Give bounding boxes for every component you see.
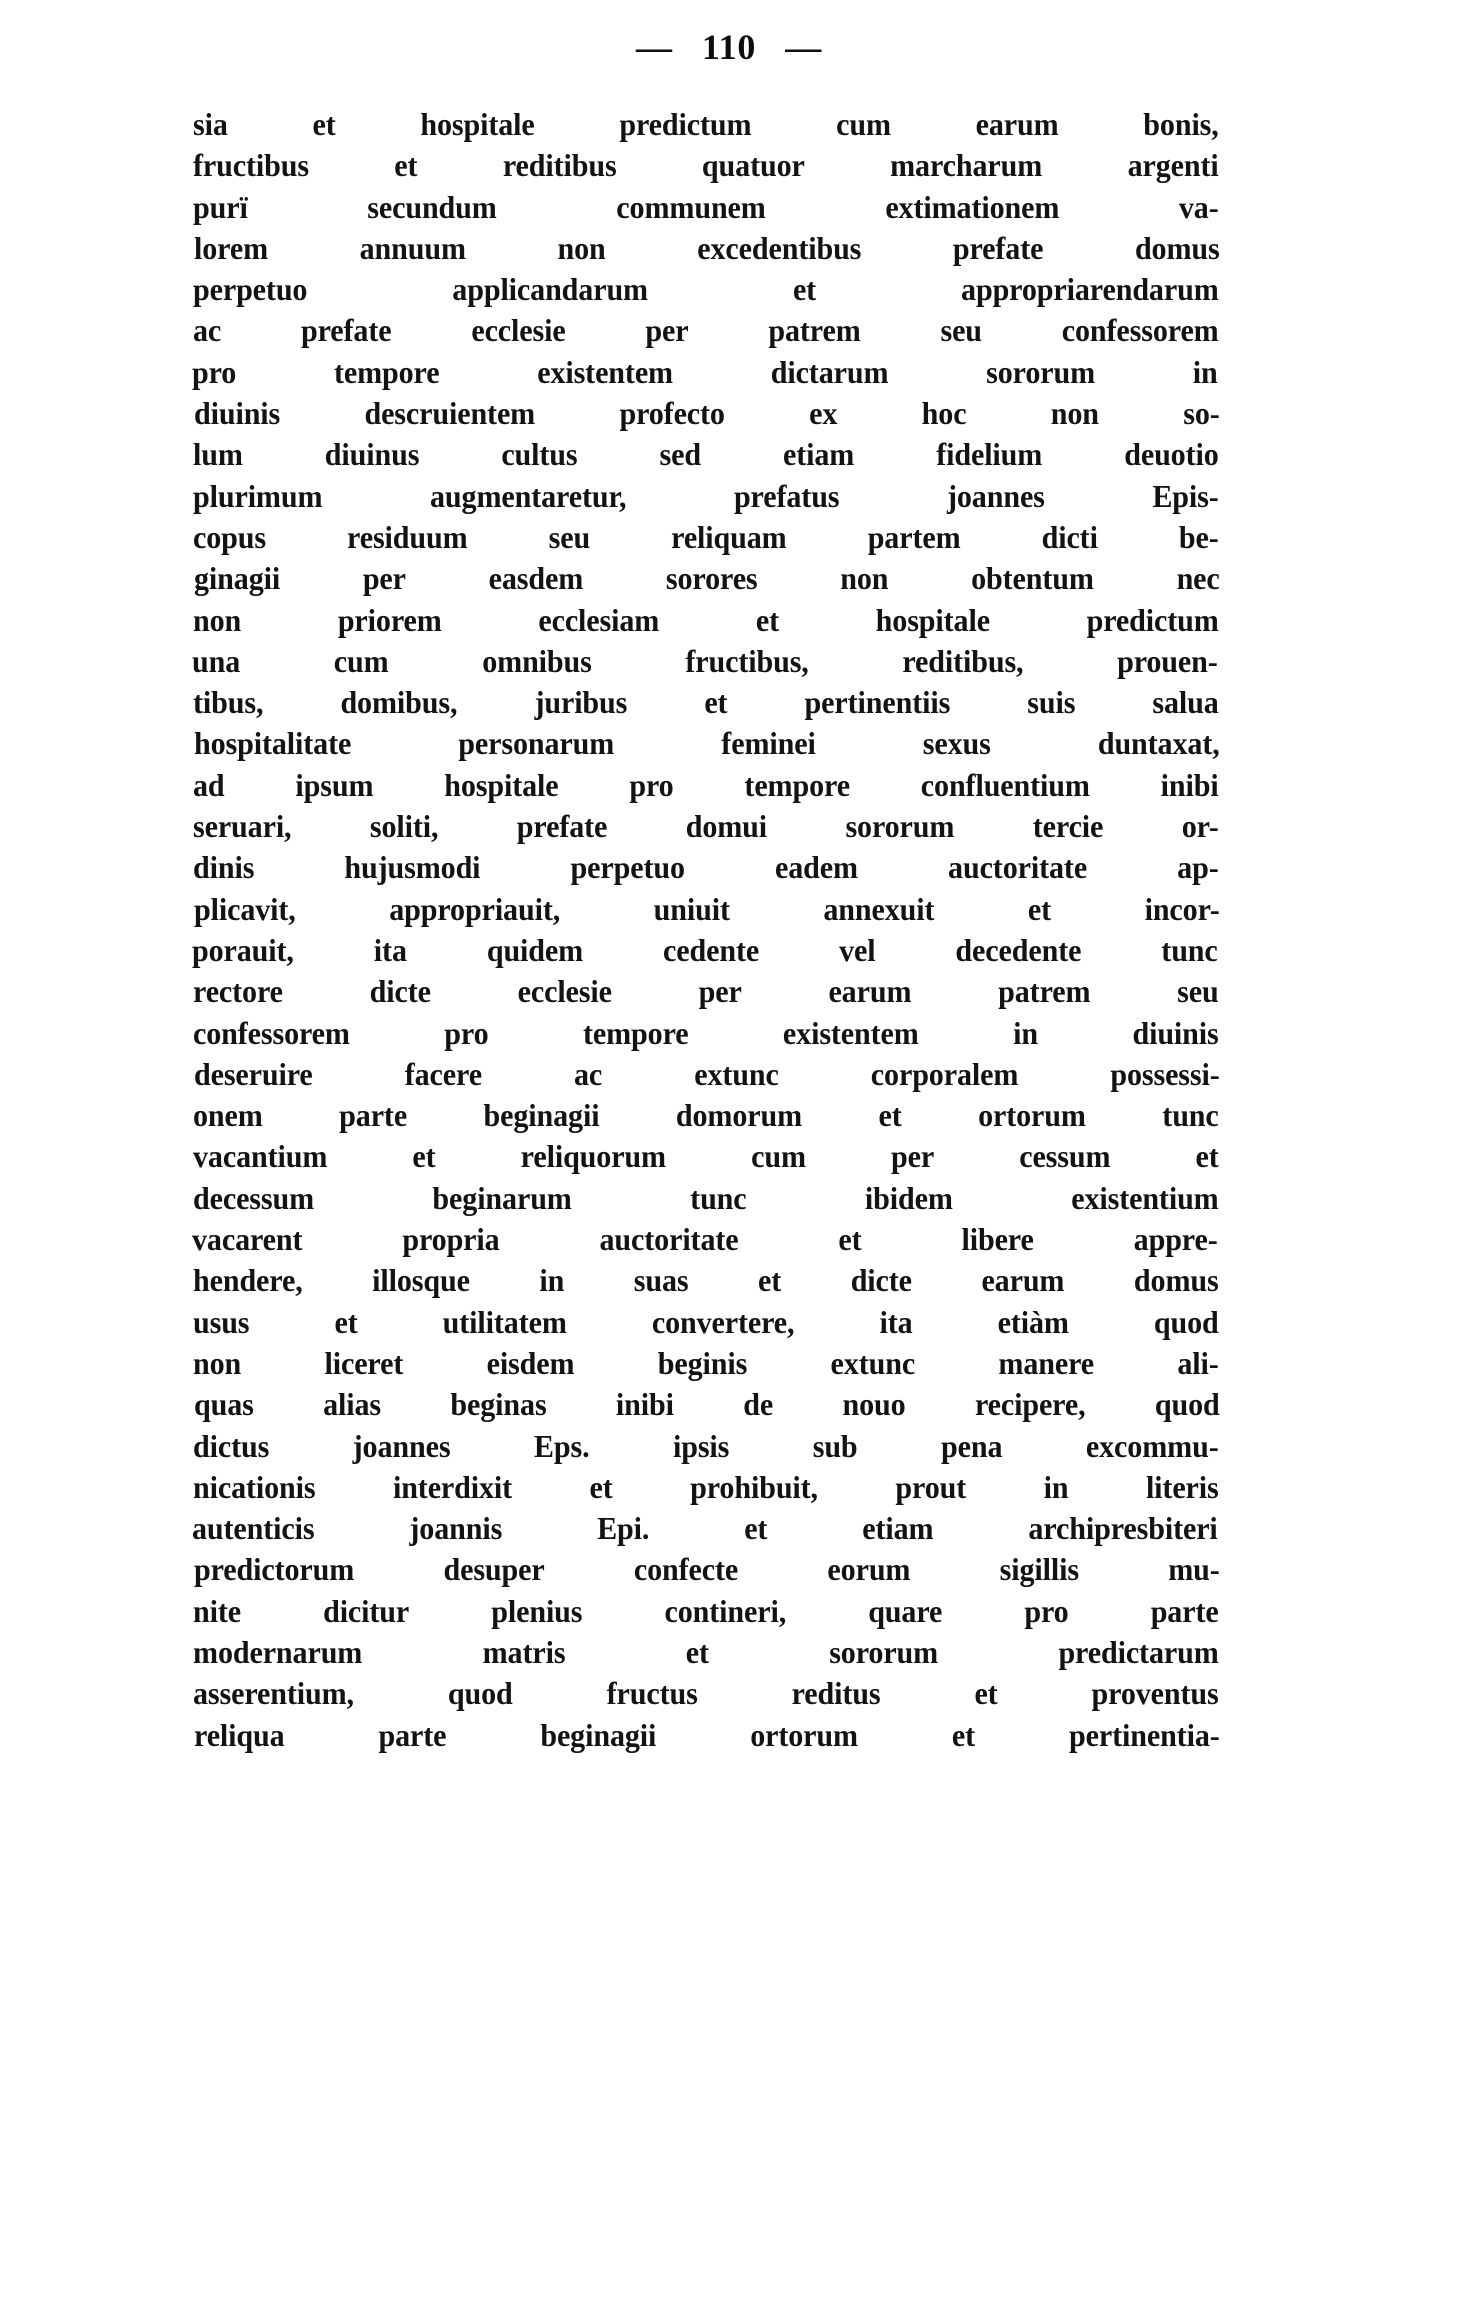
text-word: sororum — [986, 354, 1096, 390]
text-word: pro — [444, 1015, 489, 1051]
text-line — [193, 1343, 1219, 1384]
text-word: cum — [751, 1139, 806, 1175]
text-word: quod — [1154, 1387, 1220, 1423]
text-line — [194, 723, 1220, 764]
text-word: duntaxat, — [1097, 726, 1220, 762]
text-line — [193, 1591, 1219, 1632]
text-word: asserentium, — [193, 1676, 354, 1712]
text-word: tempore — [333, 354, 440, 390]
text-line — [193, 847, 1219, 888]
text-word: communem — [616, 189, 766, 225]
text-word: marcharum — [890, 148, 1043, 184]
text-word: usus — [193, 1304, 250, 1340]
text-word: hospitalitate — [194, 726, 352, 762]
text-word: appropriauit, — [389, 891, 561, 927]
text-word: non — [557, 230, 606, 266]
text-word: ortorum — [978, 1098, 1086, 1134]
body-text-block — [193, 104, 1267, 1756]
text-word: suas — [633, 1263, 689, 1299]
text-word: diuinis — [1132, 1015, 1219, 1051]
text-word: lum — [193, 437, 243, 473]
text-line — [193, 1426, 1219, 1467]
text-line — [193, 765, 1219, 806]
text-word: Eps. — [533, 1428, 590, 1464]
text-line — [193, 806, 1219, 847]
text-word: tunc — [690, 1180, 747, 1216]
text-word: ita — [879, 1304, 913, 1340]
text-word: ecclesiam — [538, 602, 660, 638]
text-word: cessum — [1019, 1139, 1111, 1175]
text-word: per — [645, 313, 689, 349]
text-word: illosque — [372, 1263, 470, 1299]
text-word: predictorum — [194, 1552, 355, 1588]
text-word: prefate — [301, 313, 392, 349]
text-line — [192, 641, 1218, 682]
text-word: parte — [339, 1098, 408, 1134]
text-word: easdem — [488, 561, 584, 597]
text-word: cum — [333, 643, 389, 679]
text-word: mu- — [1168, 1552, 1220, 1588]
text-word: fidelium — [936, 437, 1043, 473]
text-word: et — [758, 1263, 782, 1299]
text-line — [194, 1715, 1220, 1756]
text-word: recipere, — [974, 1387, 1086, 1423]
text-word: hospitale — [875, 602, 990, 638]
text-word: vel — [839, 932, 876, 968]
text-word: onem — [193, 1098, 263, 1134]
text-word: residuum — [347, 519, 468, 555]
text-line — [194, 1054, 1220, 1095]
text-word: purï — [193, 189, 248, 225]
text-word: dicte — [850, 1263, 912, 1299]
text-word: tempore — [582, 1015, 689, 1051]
text-word: prohibuit, — [690, 1469, 818, 1505]
text-word: et — [334, 1304, 358, 1340]
text-word: ecclesie — [471, 313, 566, 349]
text-word: vacarent — [192, 1222, 303, 1258]
text-word: tibus, — [193, 685, 264, 721]
text-line — [193, 1013, 1219, 1054]
text-word: et — [792, 272, 817, 308]
text-word: sed — [659, 437, 701, 473]
text-line — [193, 269, 1219, 310]
text-line — [193, 600, 1219, 641]
text-word: reditibus — [502, 148, 617, 184]
text-line — [193, 1467, 1219, 1508]
text-word: decedente — [955, 932, 1082, 968]
text-word: ipsum — [295, 767, 374, 803]
text-word: parte — [378, 1717, 447, 1753]
text-word: sub — [812, 1428, 858, 1464]
text-word: et — [412, 1139, 436, 1175]
text-word: annuum — [359, 230, 466, 266]
text-word: joannes — [352, 1428, 451, 1464]
text-word: beginarum — [432, 1180, 572, 1216]
text-word: ibidem — [864, 1180, 953, 1216]
text-word: extimationem — [885, 189, 1060, 225]
text-word: prefatus — [733, 478, 840, 514]
text-word: beginas — [450, 1387, 547, 1423]
text-word: domibus, — [340, 685, 458, 721]
text-word: per — [362, 561, 406, 597]
text-line — [193, 1178, 1219, 1219]
text-word: diuinus — [324, 437, 420, 473]
text-word: deuotio — [1124, 437, 1219, 473]
text-word: personarum — [458, 726, 615, 762]
text-word: augmentaretur, — [430, 478, 627, 514]
text-word: va- — [1178, 189, 1219, 225]
page-header — [0, 26, 1458, 68]
text-word: confessorem — [193, 1015, 350, 1051]
text-word: cedente — [663, 932, 760, 968]
text-word: sororum — [845, 809, 955, 845]
text-word: domui — [685, 809, 768, 845]
text-word: autenticis — [192, 1511, 315, 1547]
text-word: quas — [194, 1387, 254, 1423]
text-word: et — [312, 107, 336, 142]
text-word: ali- — [1177, 1345, 1219, 1381]
text-line — [194, 228, 1220, 269]
text-word: hoc — [921, 396, 967, 432]
text-word: modernarum — [193, 1634, 363, 1670]
text-line — [193, 187, 1219, 228]
text-word: de — [743, 1387, 774, 1423]
text-word: joannis — [409, 1511, 503, 1547]
text-word: bonis, — [1143, 107, 1219, 142]
text-line — [194, 558, 1220, 599]
text-word: utilitatem — [442, 1304, 567, 1340]
text-word: contineri, — [664, 1593, 787, 1629]
text-word: et — [394, 148, 418, 184]
text-word: hujusmodi — [344, 850, 481, 886]
text-word: diuinis — [194, 396, 281, 432]
text-word: lorem — [194, 230, 269, 266]
text-word: archipresbiteri — [1028, 1511, 1218, 1547]
text-word: descruientem — [364, 396, 536, 432]
text-word: etiàm — [997, 1304, 1069, 1340]
text-word: soliti, — [369, 809, 439, 845]
text-word: earum — [975, 107, 1059, 142]
text-word: plurimum — [193, 478, 323, 514]
text-word: or- — [1181, 809, 1219, 845]
text-word: literis — [1145, 1469, 1219, 1505]
text-word: matris — [482, 1634, 566, 1670]
text-line — [192, 1219, 1218, 1260]
text-line — [192, 930, 1218, 971]
text-word: sigillis — [999, 1552, 1079, 1588]
text-line — [193, 1136, 1219, 1177]
text-word: quare — [868, 1593, 943, 1629]
text-word: facere — [404, 1056, 482, 1092]
text-word: ac — [193, 313, 222, 349]
text-word: non — [193, 602, 242, 638]
text-word: juribus — [534, 685, 628, 721]
text-word: patrem — [768, 313, 861, 349]
text-word: copus — [193, 519, 266, 555]
text-word: incor- — [1144, 891, 1220, 927]
text-word: fructus — [606, 1676, 698, 1712]
text-word: quod — [447, 1676, 513, 1712]
text-word: confluentium — [920, 767, 1090, 803]
text-word: et — [744, 1511, 768, 1547]
text-word: domus — [1134, 230, 1220, 266]
text-word: nouo — [842, 1387, 906, 1423]
text-word: patrem — [998, 974, 1091, 1010]
text-word: beginagii — [540, 1717, 657, 1753]
text-word: vacantium — [193, 1139, 328, 1175]
text-word: secundum — [367, 189, 497, 225]
text-word: auctoritate — [948, 850, 1088, 886]
text-word: deseruire — [194, 1056, 313, 1092]
text-word: ex — [809, 396, 838, 432]
text-word: ap- — [1177, 850, 1219, 886]
text-word: pertinentiis — [804, 685, 951, 721]
text-word: pro — [1024, 1593, 1069, 1629]
text-word: reditibus, — [902, 643, 1024, 679]
text-word: in — [539, 1263, 565, 1299]
text-word: hospitale — [444, 767, 559, 803]
text-line — [192, 352, 1218, 393]
text-word: eorum — [827, 1552, 911, 1588]
text-word: seu — [940, 313, 982, 349]
text-word: tunc — [1162, 1098, 1219, 1134]
text-word: alias — [323, 1387, 382, 1423]
text-word: existentium — [1071, 1180, 1219, 1216]
text-line — [193, 104, 1219, 145]
text-word: uniuit — [653, 891, 730, 927]
text-word: confessorem — [1061, 313, 1219, 349]
text-line — [193, 1095, 1219, 1136]
text-word: auctoritate — [599, 1222, 739, 1258]
text-word: beginis — [657, 1345, 748, 1381]
text-word: quatuor — [701, 148, 805, 184]
text-word: liceret — [324, 1345, 404, 1381]
text-word: tercie — [1032, 809, 1104, 845]
text-word: pro — [629, 767, 674, 803]
text-word: et — [838, 1222, 862, 1258]
text-word: seu — [548, 519, 591, 555]
text-word: inibi — [615, 1387, 674, 1423]
text-word: convertere, — [651, 1304, 795, 1340]
text-word: nec — [1176, 561, 1220, 597]
text-word: eisdem — [486, 1345, 575, 1381]
text-word: pro — [192, 354, 237, 390]
text-line — [193, 1632, 1219, 1673]
text-word: prout — [895, 1469, 967, 1505]
text-word: extunc — [694, 1056, 779, 1092]
text-word: predictum — [1086, 602, 1219, 638]
text-word: earum — [981, 1263, 1065, 1299]
text-word: appre- — [1133, 1222, 1218, 1258]
text-word: dictarum — [770, 354, 889, 390]
text-word: ac — [574, 1056, 603, 1092]
text-word: una — [192, 643, 241, 679]
text-word: et — [589, 1469, 613, 1505]
text-word: etiam — [782, 437, 855, 473]
text-word: obtentum — [971, 561, 1094, 597]
text-word: ecclesie — [517, 974, 612, 1010]
text-word: dicti — [1041, 519, 1098, 555]
text-word: sia — [193, 107, 228, 142]
text-word: beginagii — [483, 1098, 600, 1134]
text-word: ita — [373, 932, 407, 968]
text-word: existentem — [782, 1015, 919, 1051]
text-word: argenti — [1127, 148, 1219, 184]
text-line — [194, 393, 1220, 434]
text-word: tunc — [1161, 932, 1218, 968]
text-word: excommu- — [1085, 1428, 1219, 1464]
text-word: in — [1043, 1469, 1069, 1505]
text-line — [194, 1384, 1220, 1425]
text-word: rectore — [193, 974, 283, 1010]
text-word: cum — [836, 107, 891, 142]
text-word: porauit, — [192, 932, 294, 968]
text-word: desuper — [443, 1552, 545, 1588]
text-word: decessum — [193, 1180, 315, 1216]
text-word: ortorum — [750, 1717, 858, 1753]
text-word: dinis — [193, 850, 255, 886]
text-word: parte — [1150, 1593, 1219, 1629]
text-word: predictum — [619, 107, 752, 142]
text-word: etiam — [862, 1511, 934, 1547]
text-word: priorem — [337, 602, 442, 638]
text-word: et — [878, 1098, 902, 1134]
text-word: profecto — [619, 396, 725, 432]
text-word: et — [1027, 891, 1052, 927]
text-line — [193, 476, 1219, 517]
text-word: earum — [828, 974, 912, 1010]
text-word: feminei — [721, 726, 816, 762]
text-word: proventus — [1091, 1676, 1219, 1712]
text-word: sorores — [665, 561, 758, 597]
text-word: libere — [961, 1222, 1034, 1258]
text-word: tempore — [744, 767, 850, 803]
text-word: seu — [1177, 974, 1219, 1010]
text-word: inibi — [1160, 767, 1219, 803]
text-word: quidem — [486, 932, 584, 968]
text-word: et — [704, 685, 728, 721]
text-line — [194, 889, 1220, 930]
text-line — [193, 1673, 1219, 1714]
text-word: suis — [1027, 685, 1076, 721]
text-word: nite — [193, 1593, 241, 1629]
text-line — [193, 1302, 1219, 1343]
text-word: non — [193, 1345, 242, 1381]
text-word: excedentibus — [697, 230, 862, 266]
text-line — [193, 971, 1219, 1012]
text-word: dicitur — [323, 1593, 410, 1629]
text-word: non — [1050, 396, 1099, 432]
text-line — [193, 145, 1219, 186]
text-word: non — [840, 561, 889, 597]
text-word: salua — [1152, 685, 1219, 721]
text-word: et — [951, 1717, 976, 1753]
text-line — [194, 1549, 1220, 1590]
text-word: so- — [1183, 396, 1220, 432]
text-word: confecte — [633, 1552, 739, 1588]
text-word: be- — [1178, 519, 1219, 555]
text-word: in — [1013, 1015, 1039, 1051]
text-word: interdixit — [392, 1469, 513, 1505]
text-word: applicandarum — [452, 272, 648, 308]
text-word: eadem — [774, 850, 858, 886]
text-word: plicavit, — [194, 891, 296, 927]
text-word: possessi- — [1110, 1056, 1220, 1092]
text-word: cultus — [501, 437, 578, 473]
text-word: pertinentia- — [1069, 1717, 1220, 1753]
text-word: fructibus, — [685, 643, 809, 679]
text-word: et — [1195, 1139, 1219, 1175]
text-word: Epi. — [597, 1511, 650, 1547]
text-word: hospitale — [420, 107, 535, 142]
text-word: existentem — [537, 354, 673, 390]
text-word: joannes — [946, 478, 1045, 514]
text-word: prefate — [952, 230, 1044, 266]
text-word: Epis- — [1152, 478, 1219, 514]
text-word: et — [755, 602, 780, 638]
text-word: et — [974, 1676, 998, 1712]
text-word: prouen- — [1117, 643, 1218, 679]
text-word: et — [685, 1634, 709, 1670]
text-word: perpetuo — [193, 272, 308, 308]
folio-number: — 110 — — [636, 27, 822, 67]
text-word: reliquam — [671, 519, 787, 555]
text-word: reliqua — [194, 1717, 285, 1753]
text-word: reditus — [791, 1676, 881, 1712]
text-word: corporalem — [870, 1056, 1019, 1092]
text-word: fructibus — [193, 148, 309, 184]
text-line — [193, 434, 1219, 475]
text-word: perpetuo — [570, 850, 685, 886]
text-word: omnibus — [482, 643, 592, 679]
text-word: plenius — [491, 1593, 583, 1629]
text-word: extunc — [830, 1345, 916, 1381]
text-word: reliquorum — [520, 1139, 666, 1175]
text-word: in — [1192, 354, 1218, 390]
text-word: partem — [867, 519, 961, 555]
text-word: domorum — [675, 1098, 803, 1134]
text-word: per — [698, 974, 742, 1010]
text-word: sororum — [829, 1634, 939, 1670]
text-line — [193, 517, 1219, 558]
text-word: domus — [1133, 1263, 1219, 1299]
text-word: propria — [402, 1222, 500, 1258]
text-line — [193, 1260, 1219, 1301]
text-line — [193, 310, 1219, 351]
text-word: dictus — [193, 1428, 270, 1464]
text-word: ginagii — [194, 561, 281, 597]
text-word: sexus — [922, 726, 991, 762]
text-word: annexuit — [823, 891, 935, 927]
text-word: seruari, — [193, 809, 292, 845]
text-word: nicationis — [193, 1469, 316, 1505]
text-word: manere — [998, 1345, 1095, 1381]
text-word: predictarum — [1058, 1634, 1219, 1670]
text-word: dicte — [369, 974, 431, 1010]
text-line — [193, 682, 1219, 723]
text-line — [192, 1508, 1218, 1549]
text-word: ipsis — [672, 1428, 730, 1464]
text-word: quod — [1153, 1304, 1219, 1340]
text-word: ad — [193, 767, 225, 803]
text-word: appropriarendarum — [961, 272, 1219, 308]
text-word: per — [891, 1139, 935, 1175]
text-word: hendere, — [193, 1263, 303, 1299]
text-word: pena — [941, 1428, 1003, 1464]
text-word: prefate — [516, 809, 608, 845]
